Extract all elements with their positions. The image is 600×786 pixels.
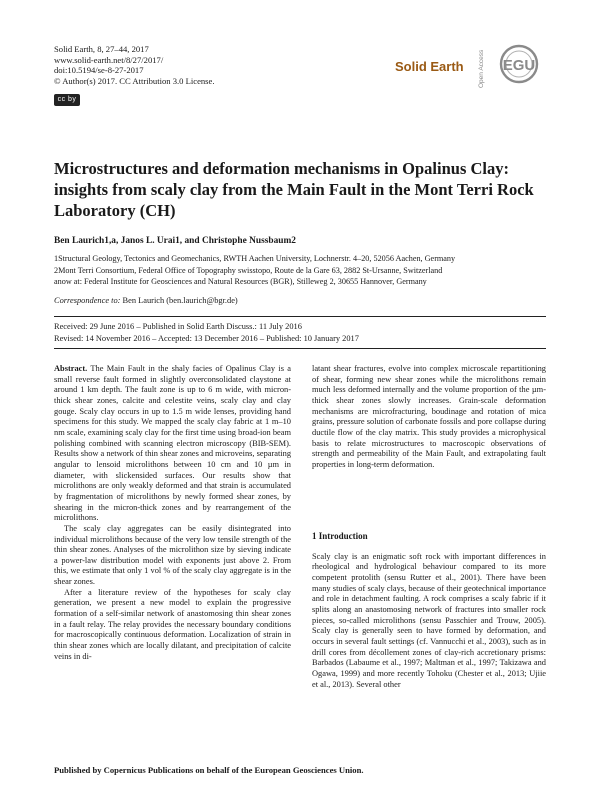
divider-top — [54, 316, 546, 317]
open-access-label — [476, 44, 488, 88]
section-heading: 1 Introduction — [312, 531, 368, 541]
egu-logo-icon — [490, 44, 548, 84]
article-dates — [54, 321, 359, 345]
abstract-paragraph-2: The scaly clay aggregates can be easily disintegrated into individual microlithons because of the very low tensile strength of the thin shear zones. Analyses of the microlithon size by sieving indicate a power-law distribution model with exponents just above 2. From this, we estimate that only 1 vol % of the scaly clay aggregate is in the shear zones. — [54, 523, 291, 587]
affiliation-1: 1Structural Geology, Tectonics and Geomechanics, RWTH Aachen University, Lochnerstr. 4–20, 52056 Aachen, Germany — [54, 254, 456, 263]
open-access-text: Open Access — [478, 49, 485, 88]
egu-logo-text: EGU — [502, 57, 536, 74]
abstract-column-1 — [54, 364, 291, 662]
abstract-column-2 — [312, 364, 546, 471]
author-list: Ben Laurich1,a, Janos L. Urai1, and Christophe Nussbaum2 — [54, 236, 296, 246]
received-date: Received: 29 June 2016 – Published in Solid Earth Discuss.: 11 July 2016 — [54, 322, 302, 331]
article-title: Microstructures and deformation mechanisms in Opalinus Clay: insights from scaly clay from the Main Fault in the Mont Terri Rock Laboratory (CH) — [54, 159, 534, 220]
journal-name: Solid Earth — [395, 59, 464, 74]
introduction-section — [312, 531, 546, 690]
abstract-paragraph-1: Abstract. The Main Fault in the shaly facies of Opalinus Clay is a small reverse fault formed in slightly overconsolidated claystone at around 1 km depth. The fault zone is up to 6 m wide, with micron-thick shear zones, calcite and celestite veins, scaly clay and clay gouge. Scaly clay occurs in up to 1.5 m wide lenses, providing hand specimens for this study. We mapped the scaly clay fabric at 1 m–10 nm scale, examining scaly clay for the first time using broad-ion beam polishing combined with scanning electron microscopy (BIB-SEM). Results show a network of thin shear zones and microveins, separating angular to lensoid microlithons between 10 cm and 10 µm in diameter, with slickensided surfaces. Our results show that microlithons are only weakly deformed and that strain is accumulated by fragmentation of microlithons by newly formed shear zones, by shearing in the micron-thick zones and by rearrangement of the microlithons. — [54, 364, 292, 523]
copyright-notice: © Author(s) 2017. CC Attribution 3.0 License. — [54, 75, 215, 86]
article-url[interactable]: www.solid-earth.net/8/27/2017/ — [54, 54, 164, 65]
introduction-paragraph: Scaly clay is an enigmatic soft rock with important differences in rheological and hydrological behaviour compared to its more competent protolith (sensu Rutter et al., 2001). There have been many studies of scaly clays, because of their geotechnical importance and role in detachment faulting. A rock comprises a scaly fabric if it splits along an anastomosing network of fractures into smaller rock pieces, so-called microlithons (sensu Passchier and Trouw, 2005). Scaly clay is generally seen to have formed by deformation, and occurs in several fault settings (cf. Vannucchi et al., 2003), such as in drill cores from décollement zones of clay-rich accretionary prisms: Barbados (Labaume et al., 1997; Maltman et al., 1997; Takizawa and Ogawa, 1999) and more recently Tohoku (Chester et al., 2013; Ujiie et al., 2013). Several other — [312, 551, 546, 689]
correspondence-label: Correspondence to: — [54, 296, 121, 305]
publisher-footer: Published by Copernicus Publications on behalf of the European Geosciences Union. — [54, 765, 364, 775]
journal-citation: Solid Earth, 8, 27–44, 2017 — [54, 44, 149, 54]
abstract-continuation: latant shear fractures, evolve into complex microscale repartitioning of shear, forming new shear zones while the microlithons remain much less deformed internally and the volume proportion of the µm-thick shear zones slowly increases. Grain-scale deformation mechanisms are microfracturing, boudinage and rotation of mica grains, pressure solution of carbonate fossils and pore collapse during ductile flow of the clay matrix. This study provides a microphysical basis to relate microstructures to macroscopic observations of strength and permeability of the Main Fault, and extrapolating fault properties in long-term deformation. — [312, 364, 546, 469]
citation-block — [54, 44, 215, 86]
abstract-label: Abstract. — [54, 364, 88, 373]
affiliations — [54, 253, 455, 288]
cc-license-badge[interactable]: cc by — [54, 94, 80, 106]
affiliation-a: anow at: Federal Institute for Geosciences and Natural Resources (BGR), Stilleweg 2, 30655 Hannover, Germany — [54, 277, 427, 287]
revised-date: Revised: 14 November 2016 – Accepted: 13 December 2016 – Published: 10 January 2017 — [54, 333, 359, 343]
correspondence — [54, 296, 238, 305]
correspondence-contact[interactable]: Ben Laurich (ben.laurich@bgr.de) — [122, 296, 238, 305]
affiliation-2: 2Mont Terri Consortium, Federal Office of Topography swisstopo, Route de la Gare 63, 2882 St-Ursanne, Switzerland — [54, 265, 443, 275]
abstract-paragraph-3: After a literature review of the hypotheses for scaly clay generation, we present a new model to explain the progressive formation of a self-similar network of anastomosing thin shear zones in a fault relay. The relay provides the necessary boundary conditions for macroscopically continuous deformation. Localization of strain in thin shear zones which are locally dilatant, and precipitation of calcite veins in di- — [54, 587, 291, 661]
doi[interactable]: doi:10.5194/se-8-27-2017 — [54, 65, 144, 76]
divider-bottom — [54, 348, 546, 349]
